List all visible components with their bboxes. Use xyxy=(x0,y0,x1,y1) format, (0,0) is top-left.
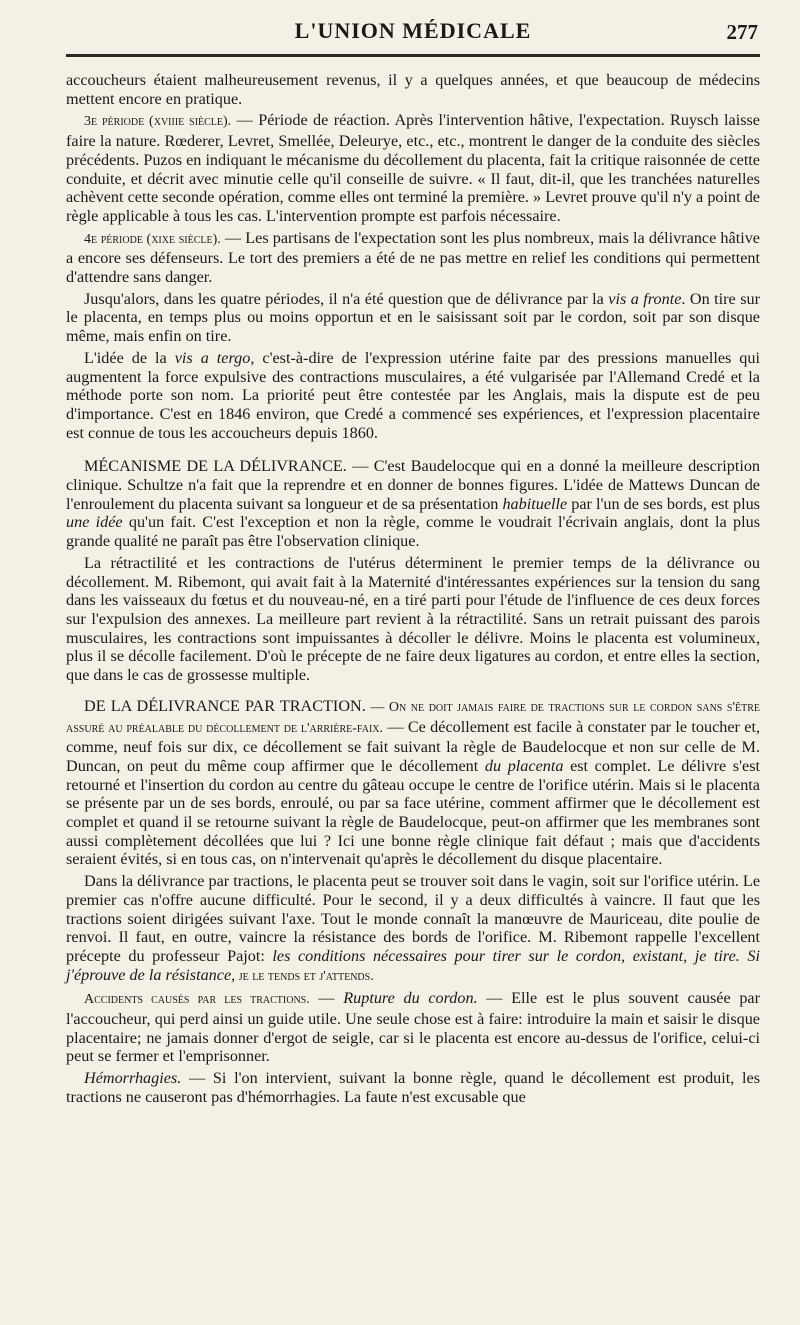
header-rule xyxy=(66,54,760,57)
paragraph-hemorrhagies: Hémorrhagies. — Si l'on intervient, suivant la bonne règle, quand le décollement est produit, les tractions ne causeront pas d'hémorrhagies. La faute n'est excusable que xyxy=(66,1069,760,1106)
paragraph-vis-a-fronte: Jusqu'alors, dans les quatre périodes, il n'a été question que de délivrance par la vis a fronte. On tire sur le placenta, en temps plus ou moins opportun et en le saisissant soit par le cordon, soit par son disque même, mais enfin on tire. xyxy=(66,289,760,346)
paragraph-retractilite: La rétractilité et les contractions de l'utérus déterminent le premier temps de la délivrance ou décollement. M. Ribemont, qui avait fait à la Maternité d'intéressantes expériences sur la tension du sang dans les vaisseaux du fœtus et du nouveau-né, en a tiré parti pour l'étude de l'influence de ces deux forces sur l'expulsion des annexes. La meilleure part revient à la rétractilité. Sans un retrait puissant des parois musculaires, les contractions sont impuissantes à décoller le délivre. Moins le placenta est volumineux, plus il se décolle facilement. D'où le précepte de ne faire deux ligatures au cordon, et entre elles la section, que dans le cas de grossesse multiple. xyxy=(66,553,760,685)
running-header xyxy=(66,18,760,50)
paragraph-vis-a-tergo: L'idée de la vis a tergo, c'est-à-dire de l'expression utérine faite par des pressions manuelles qui augmentent la force expulsive des contractions musculaires, a été vulgarisée par l'Allemand Credé et la méthode porte son nom. La priorité peut être contestée par les Anglais, mais la dispute est de peu d'importance. C'est en 1846 environ, que Credé a commencé ses expériences, et l'expression placentaire est connue de tous les accoucheurs depuis 1860. xyxy=(66,348,760,442)
paragraph-mecanisme: MÉCANISME DE LA DÉLIVRANCE. — C'est Baudelocque qui en a donné la meilleure description clinique. Schultze n'a fait que la reprendre et en donner de bonnes figures. L'idée de Mattews Duncan de l'enroulement du placenta suivant sa longueur et de sa présentation habituelle par l'un de ses bords, est plus une idée qu'un fait. C'est l'exception et non la règle, comme le voudrait l'écrivain anglais, dont la plus grande qualité ne paraît pas être l'observation clinique. xyxy=(66,457,761,551)
paragraph-pajot: Dans la délivrance par tractions, le placenta peut se trouver soit dans le vagin, soit sur l'orifice utérin. Le premier cas n'offre aucune difficulté. Pour le second, il y a deux difficultés à vaincre. Il faut que les tractions soient dirigées suivant l'axe. Tout le monde connaît la manœuvre de Mauriceau, dite poulie de renvoi. Il faut, en outre, vaincre la résistance des bords de l'orifice. M. Ribemont rappelle l'excellent précepte du professeur Pajot: les conditions nécessaires pour tirer sur le cordon, existant, je tire. Si j'éprouve de la résistance, je le tends et j'attends. xyxy=(66,872,760,984)
body-text xyxy=(66,71,760,1107)
subsection-heading: Accidents causés par les tractions. xyxy=(84,992,310,1008)
page-number: 277 xyxy=(726,20,758,44)
paragraph-accidents: Accidents causés par les tractions. — Rupture du cordon. — Elle est le plus souvent causée par l'accoucheur, qui perd ainsi un guide utile. Une seule chose est à faire: introduire la main et saisir le disque placentaire; ne jamais donner d'ergot de seigle, car si le placenta est encore au-dessus de l'orifice, celui-ci peut se fermer et l'emprisonner. xyxy=(66,989,761,1066)
journal-title: L'UNION MÉDICALE xyxy=(294,18,532,43)
paragraph-continuation: accoucheurs étaient malheureusement revenus, il y a quelques années, et que beaucoup de médecins mettent encore en pratique. xyxy=(66,71,760,108)
paragraph-third-period: 3e période (xviiie siècle). — Période de réaction. Après l'intervention hâtive, l'expectation. Ruysch laisse faire la nature. Rœderer, Levret, Smellée, Deleurye, etc., etc., montrent le danger de la conduite des siècles précédents. Puzos en indiquant le mécanisme du décollement du placenta, fait la critique raisonnée de cette conduite, et décrit avec minutie celle qu'il conseille de suivre. « Il faut, dit-il, que les tranchées naturelles achèvent cette seconde opération, comme elles ont terminé la première. » Levret prouve qu'il n'y a point de règle applicable à tous les cas. L'intervention prompte est parfois nécessaire. xyxy=(66,111,760,225)
paragraph-fourth-period: 4e période (xixe siècle). — Les partisans de l'expectation sont les plus nombreux, mais la délivrance hâtive a encore ses défenseurs. Le tort des premiers a été de ne pas mettre en relief les conditions qui permettent d'attendre sans danger. xyxy=(66,228,760,287)
section-heading: DE LA DÉLIVRANCE PAR TRACTION. xyxy=(84,696,366,715)
section-subheading: — On ne doit jamais faire de tractions sur le cordon sans s'être assuré au préalable du décollement de l'arrière-faix. xyxy=(66,699,761,736)
paragraph-traction: DE LA DÉLIVRANCE PAR TRACTION. — On ne doit jamais faire de tractions sur le cordon sans s'être assuré au préalable du décollement de l'arrière-faix. — Ce décollement est facile à constater par le toucher et, comme, neuf fois sur dix, ce décollement se fait suivant la règle de Baudelocque et non sur celle de M. Duncan, on peut du même coup affirmer que le décollement du placenta est complet. Le délivre s'est retourné et l'insertion du cordon au centre du gâteau occupe le centre de l'orifice utérin. Mais si le placenta se présente par un de ses bords, enroulé, ou par sa face utérine, comment affirmer que le décollement est complet et quand il se retourne suivant la règle de Baudelocque, peut-on affirmer que les membranes sont aussi complètement décollées que lui ? Ici une bonne règle clinique fait défaut ; mais que d'accidents seraient évités, si en tous cas, on n'intervenait qu'après le décollement du disque placentaire. xyxy=(66,696,761,869)
period-heading: 4e période (xixe siècle). xyxy=(84,231,221,247)
section-heading: MÉCANISME DE LA DÉLIVRANCE. xyxy=(84,457,347,476)
period-heading: 3e période (xviiie siècle). xyxy=(84,114,232,130)
